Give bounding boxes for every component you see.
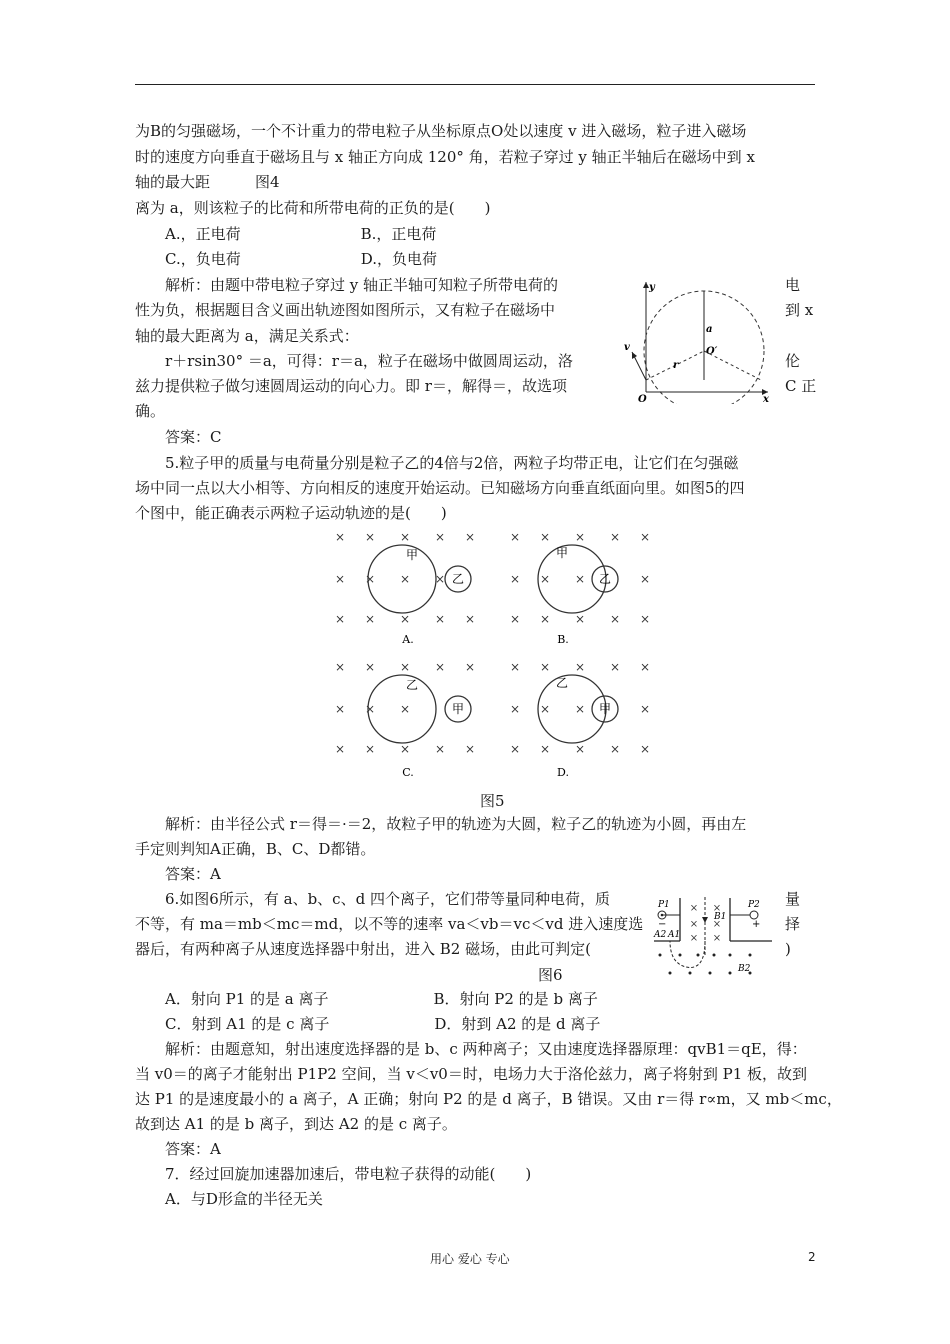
svg-text:×: × — [364, 702, 376, 716]
distance-label: a — [706, 324, 713, 335]
svg-text:×: × — [639, 742, 651, 756]
option-line: A.，正电荷 B.，正电荷 — [135, 225, 437, 243]
b2-label: B2 — [738, 964, 751, 974]
text-line: 为B的匀强磁场，一个不计重力的带电粒子从坐标原点O处以速度 v 进入磁场，粒子进入磁场 — [135, 122, 747, 140]
analysis-line: 解析：由题意知，射出速度选择器的是 b、c 两种离子；又由速度选择器原理：qvB1＝qE，得： — [135, 1040, 807, 1058]
analysis-line: 确。 — [135, 402, 166, 420]
svg-text:×: × — [364, 572, 376, 586]
svg-text:×: × — [364, 742, 376, 756]
figure-5-panel-d — [505, 655, 665, 785]
svg-text:×: × — [539, 742, 551, 756]
answer-line: 答案：A — [135, 1140, 221, 1158]
page-number: 2 — [808, 1250, 816, 1264]
analysis-line: 轴的最大距离为 a，满足关系式： — [135, 327, 359, 345]
a1-label: A1 — [668, 930, 681, 940]
question-line: 场中同一点以大小相等、方向相反的速度开始运动。已知磁场方向垂直纸面向里。如图5的四 — [135, 479, 745, 497]
b1-label: B1 — [714, 912, 727, 922]
panel-label: D. — [557, 766, 569, 779]
text-fragment: C 正 — [785, 377, 817, 395]
plus-sign: + — [752, 919, 761, 930]
particle-label-jia: 甲 — [405, 548, 419, 562]
svg-text:×: × — [689, 919, 699, 930]
particle-label-jia: 甲 — [555, 546, 569, 560]
svg-text:×: × — [509, 612, 521, 626]
a2-label: A2 — [654, 930, 667, 940]
svg-text:×: × — [712, 919, 722, 930]
origin-label: O — [638, 394, 647, 404]
svg-text:×: × — [639, 530, 651, 544]
svg-text:×: × — [334, 742, 346, 756]
question-line: 器后，有两种离子从速度选择器中射出，进入 B2 磁场，由此可判定( — [135, 940, 591, 958]
option-line: A．射向 P1 的是 a 离子 B．射向 P2 的是 b 离子 — [135, 990, 598, 1008]
svg-text:×: × — [539, 660, 551, 674]
figure-4-diagram — [618, 276, 774, 404]
svg-text:×: × — [574, 530, 586, 544]
particle-label-yi: 乙 — [405, 678, 419, 692]
svg-text:×: × — [399, 572, 411, 586]
figure-5-caption: 图5 — [480, 792, 505, 810]
answer-line: 答案：A — [135, 865, 221, 883]
option-line: C.，负电荷 D.，负电荷 — [135, 250, 437, 268]
text-line: 离为 a，则该粒子的比荷和所带电荷的正负的是( ) — [135, 199, 491, 217]
analysis-line: 性为负，根据题目含义画出轨迹图如图所示，又有粒子在磁场中 — [135, 301, 556, 319]
x-axis-label: x — [763, 394, 769, 404]
figure-6-diagram — [650, 893, 780, 983]
question-line: 不等，有 ma＝mb＜mc＝md，以不等的速率 va＜vb＝vc＜vd 进入速度选 — [135, 915, 644, 933]
analysis-line: 达 P1 的是速度最小的 a 离子，A 正确；射向 P2 的是 d 离子，B 错误。又由 r＝得 r∝m，又 mb＜mc， — [135, 1090, 842, 1108]
p1-label: P1 — [658, 900, 670, 910]
analysis-line: 故到达 A1 的是 b 离子，到达 A2 的是 c 离子。 — [135, 1115, 457, 1133]
svg-text:×: × — [509, 660, 521, 674]
text-fragment: 量 — [785, 890, 801, 908]
svg-text:×: × — [639, 702, 651, 716]
svg-text:×: × — [334, 702, 346, 716]
svg-text:×: × — [434, 660, 446, 674]
particle-label-yi: 乙 — [555, 676, 569, 690]
particle-label-yi: 乙 — [598, 572, 612, 586]
svg-text:×: × — [434, 572, 446, 586]
answer-line: 答案：C — [135, 428, 222, 446]
minus-sign: − — [658, 919, 667, 930]
svg-text:×: × — [712, 933, 722, 944]
svg-text:×: × — [539, 612, 551, 626]
header-rule — [135, 84, 815, 85]
text-fragment: 电 — [785, 276, 801, 294]
text-fragment: ) — [785, 940, 791, 958]
svg-text:×: × — [399, 612, 411, 626]
svg-text:×: × — [509, 572, 521, 586]
text-fragment: 择 — [785, 915, 801, 933]
svg-text:×: × — [539, 530, 551, 544]
svg-text:×: × — [434, 530, 446, 544]
analysis-line: 手定则判知A正确，B、C、D都错。 — [135, 840, 376, 858]
svg-text:×: × — [364, 612, 376, 626]
svg-text:×: × — [399, 702, 411, 716]
panel-label: C. — [402, 766, 414, 779]
center-label: O′ — [706, 346, 718, 357]
svg-text:×: × — [609, 660, 621, 674]
svg-text:×: × — [574, 702, 586, 716]
figure-5-panel-a — [330, 525, 490, 655]
svg-text:×: × — [334, 660, 346, 674]
velocity-label: v — [624, 342, 630, 353]
svg-text:×: × — [364, 530, 376, 544]
panel-label: B. — [557, 633, 569, 646]
svg-text:×: × — [609, 742, 621, 756]
text-line: 时的速度方向垂直于磁场且与 x 轴正方向成 120° 角，若粒子穿过 y 轴正半轴后在磁场中到 x — [135, 148, 755, 166]
question-line: 个图中，能正确表示两粒子运动轨迹的是( ) — [135, 504, 447, 522]
svg-text:×: × — [434, 742, 446, 756]
question-line: 7．经过回旋加速器加速后，带电粒子获得的动能( ) — [135, 1165, 532, 1183]
particle-label-jia: 甲 — [598, 702, 612, 716]
analysis-line: r＋rsin30° ＝a，可得：r＝a，粒子在磁场中做圆周运动，洛 — [135, 352, 573, 370]
svg-text:×: × — [464, 742, 476, 756]
svg-text:×: × — [399, 530, 411, 544]
svg-text:×: × — [574, 612, 586, 626]
svg-text:×: × — [574, 660, 586, 674]
svg-text:×: × — [464, 660, 476, 674]
svg-text:×: × — [639, 572, 651, 586]
panel-label: A. — [402, 633, 414, 646]
particle-label-yi: 乙 — [451, 572, 465, 586]
svg-text:×: × — [639, 660, 651, 674]
svg-text:×: × — [509, 702, 521, 716]
svg-text:×: × — [464, 530, 476, 544]
svg-text:×: × — [399, 660, 411, 674]
text-fragment: 伦 — [785, 352, 801, 370]
figure-5-panel-b — [505, 525, 665, 655]
particle-label-jia: 甲 — [451, 702, 465, 716]
svg-text:×: × — [364, 660, 376, 674]
option-line: A．与D形盒的半径无关 — [135, 1190, 323, 1208]
analysis-line: 兹力提供粒子做匀速圆周运动的向心力。即 r＝，解得＝，故选项 — [135, 377, 567, 395]
footer-text: 用心 爱心 专心 — [430, 1252, 510, 1266]
figure-5-panel-c — [330, 655, 490, 785]
svg-text:×: × — [334, 530, 346, 544]
analysis-line: 解析：由题中带电粒子穿过 y 轴正半轴可知粒子所带电荷的 — [135, 276, 559, 294]
figure-6-caption: 图6 — [538, 966, 563, 984]
svg-text:×: × — [539, 572, 551, 586]
svg-text:×: × — [689, 933, 699, 944]
svg-text:×: × — [334, 612, 346, 626]
question-line: 5.粒子甲的质量与电荷量分别是粒子乙的4倍与2倍，两粒子均带正电，让它们在匀强磁 — [135, 454, 739, 472]
svg-text:×: × — [574, 742, 586, 756]
svg-text:×: × — [464, 612, 476, 626]
svg-text:×: × — [712, 903, 722, 914]
option-line: C．射到 A1 的是 c 离子 D．射到 A2 的是 d 离子 — [135, 1015, 601, 1033]
y-axis-label: y — [649, 282, 655, 293]
svg-text:×: × — [399, 742, 411, 756]
svg-text:×: × — [574, 572, 586, 586]
svg-text:×: × — [689, 903, 699, 914]
text-fragment: 到 x — [785, 301, 814, 319]
analysis-line: 当 v0＝的离子才能射出 P1P2 空间，当 v＜v0＝时，电场力大于洛伦兹力，离子将射到 P1 板，故到 — [135, 1065, 808, 1083]
analysis-line: 解析：由半径公式 r＝得＝·＝2，故粒子甲的轨迹为大圆，粒子乙的轨迹为小圆，再由左 — [135, 815, 747, 833]
svg-text:×: × — [434, 612, 446, 626]
svg-text:×: × — [609, 612, 621, 626]
svg-text:×: × — [334, 572, 346, 586]
p2-label: P2 — [748, 900, 760, 910]
svg-text:×: × — [539, 702, 551, 716]
text-line: 轴的最大距 图4 — [135, 173, 280, 191]
svg-text:×: × — [509, 742, 521, 756]
question-line: 6.如图6所示，有 a、b、c、d 四个离子，它们带等量同种电荷，质 — [135, 890, 610, 908]
svg-text:×: × — [609, 530, 621, 544]
svg-text:×: × — [509, 530, 521, 544]
radius-label: r — [673, 360, 679, 371]
svg-text:×: × — [639, 612, 651, 626]
